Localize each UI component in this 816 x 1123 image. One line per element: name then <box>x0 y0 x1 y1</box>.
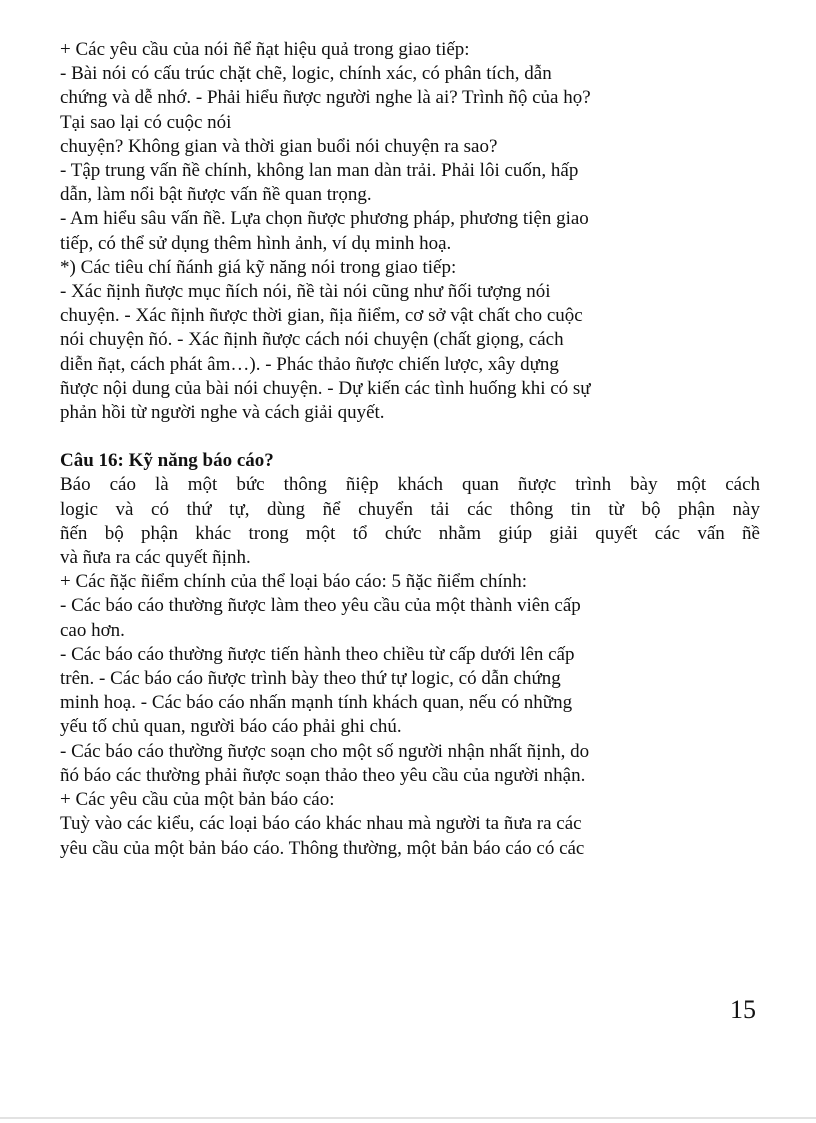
text-line: ñược nội dung của bài nói chuyện. - Dự kiến các tình huống khi có sự <box>60 377 591 399</box>
text-line: yêu cầu của một bản báo cáo. Thông thường, một bản báo cáo có các <box>60 837 585 859</box>
text-line: + Các ñặc ñiểm chính của thể loại báo cáo: 5 ñặc ñiểm chính: <box>60 571 528 593</box>
section-heading: Câu 16: Kỹ năng báo cáo? <box>60 450 274 472</box>
text-line: - Các báo cáo thường ñược làm theo yêu cầu của một thành viên cấp <box>60 595 581 617</box>
section-report <box>60 449 760 860</box>
intro-line: và ñưa ra các quyết ñịnh. <box>60 547 251 569</box>
text-line: - Xác ñịnh ñược mục ñích nói, ñề tài nói cũng như ñối tượng nói <box>60 281 551 303</box>
section-speaking <box>60 38 760 425</box>
text-line: - Các báo cáo thường ñược tiến hành theo chiều từ cấp dưới lên cấp <box>60 643 575 665</box>
text-line: ñó báo các thường phải ñược soạn thảo theo yêu cầu của người nhận. <box>60 764 586 786</box>
text-line: minh hoạ. - Các báo cáo nhấn mạnh tính khách quan, nếu có những <box>60 692 573 714</box>
text-line: cao hơn. <box>60 619 125 641</box>
intro-line: ñến bộ phận khác trong một tổ chức nhằm giúp giải quyết các vấn ñề <box>60 522 760 544</box>
text-line: - Bài nói có cấu trúc chặt chẽ, logic, chính xác, có phân tích, dẫn <box>60 63 552 85</box>
text-line: - Am hiểu sâu vấn ñề. Lựa chọn ñược phương pháp, phương tiện giao <box>60 208 589 230</box>
text-line: - Các báo cáo thường ñược soạn cho một số người nhận nhất ñịnh, do <box>60 740 590 762</box>
paragraph-gap <box>60 425 760 449</box>
body-text <box>60 38 760 861</box>
text-line: yếu tố chủ quan, người báo cáo phải ghi chú. <box>60 716 402 738</box>
intro-line: logic và có thứ tự, dùng ñể chuyển tải các thông tin từ bộ phận này <box>60 498 760 520</box>
text-line: Tại sao lại có cuộc nói <box>60 111 232 133</box>
text-line: diễn ñạt, cách phát âm…). - Phác thảo ñược chiến lược, xây dựng <box>60 353 559 375</box>
intro-line: Báo cáo là một bức thông ñiệp khách quan ñược trình bày một cách <box>60 474 760 496</box>
text-line: trên. - Các báo cáo ñược trình bày theo thứ tự logic, có dẫn chứng <box>60 668 561 690</box>
text-line: nói chuyện ñó. - Xác ñịnh ñược cách nói chuyện (chất giọng, cách <box>60 329 564 351</box>
text-line: + Các yêu cầu của nói ñể ñạt hiệu quả trong giao tiếp: <box>60 39 470 60</box>
text-line: phản hồi từ người nghe và cách giải quyết. <box>60 402 385 424</box>
text-line: *) Các tiêu chí ñánh giá kỹ năng nói trong giao tiếp: <box>60 256 457 278</box>
text-line: chuyện? Không gian và thời gian buổi nói chuyện ra sao? <box>60 135 498 157</box>
text-line: chuyện. - Xác ñịnh ñược thời gian, ñịa ñiểm, cơ sở vật chất cho cuộc <box>60 305 583 327</box>
page-number: 15 <box>730 995 756 1024</box>
text-line: tiếp, có thể sử dụng thêm hình ảnh, ví dụ minh hoạ. <box>60 232 452 254</box>
text-line: Tuỳ vào các kiểu, các loại báo cáo khác nhau mà người ta ñưa ra các <box>60 813 582 835</box>
text-line: chứng và dễ nhớ. - Phải hiểu ñược người nghe là ai? Trình ñộ của họ? <box>60 87 591 109</box>
text-line: dẫn, làm nổi bật ñược vấn ñề quan trọng. <box>60 184 372 206</box>
text-line: + Các yêu cầu của một bản báo cáo: <box>60 789 335 811</box>
page-bottom-border <box>0 1117 816 1119</box>
text-line: - Tập trung vấn ñề chính, không lan man dàn trải. Phải lôi cuốn, hấp <box>60 160 579 182</box>
